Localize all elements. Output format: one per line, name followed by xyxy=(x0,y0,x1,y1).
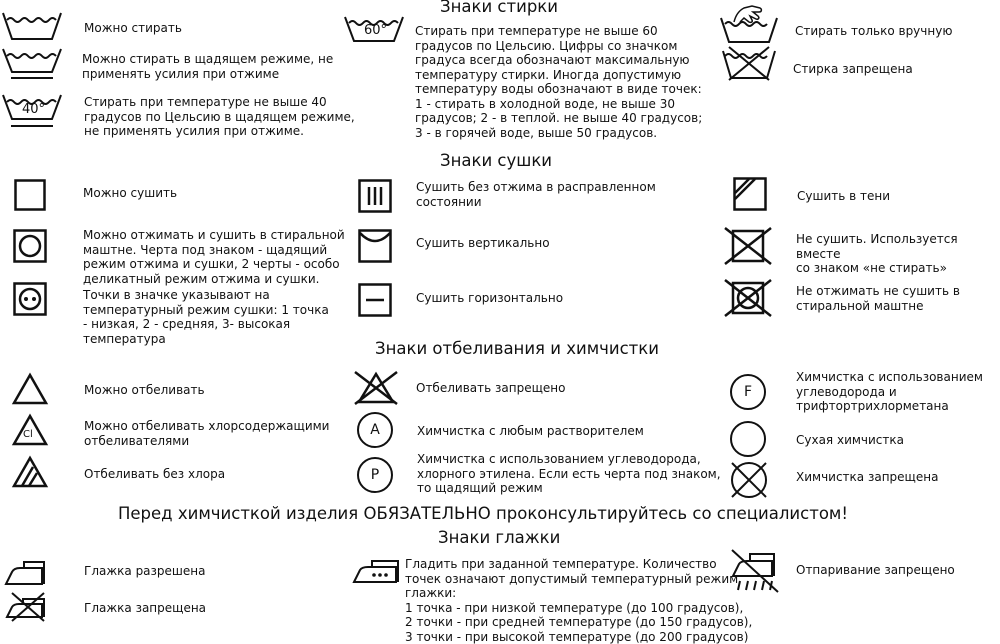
washtub-gentle-icon xyxy=(2,46,62,82)
washtub-60-icon xyxy=(344,14,404,44)
wash-text-3: Стирать при температуре не выше 40 градусов по Цельсию в щадящем режиме, не применять усилия при отжиме. xyxy=(84,95,355,138)
hand-wash-icon xyxy=(720,4,778,44)
bleach-text-1: Можно отбеливать xyxy=(84,383,205,397)
shade-dry-icon xyxy=(733,177,767,211)
bleach-text-4: Отбеливать запрещено xyxy=(416,381,566,395)
square-icon xyxy=(14,179,46,211)
bleach-icon xyxy=(12,373,48,405)
drying-title: Знаки сушки xyxy=(440,151,553,170)
no-wash-icon xyxy=(720,45,778,81)
wash-text-1: Можно стирать xyxy=(84,21,182,35)
dry-text-6: Сушить горизонтально xyxy=(416,291,564,305)
bleach-text-8: Сухая химчистка xyxy=(796,433,904,447)
dry-clean-f-icon xyxy=(729,373,767,411)
dry-clean-p-icon xyxy=(356,456,394,494)
washtub-40-gentle-icon xyxy=(2,92,62,130)
no-iron-icon xyxy=(4,592,50,622)
wash-text-6: Стирка запрещена xyxy=(793,62,913,76)
dry-clean-p-label: P xyxy=(370,467,380,483)
tumble-dry-icon xyxy=(13,229,47,263)
bleaching-title: Знаки отбеливания и химчистки xyxy=(375,339,659,358)
flat-dry-icon xyxy=(358,283,392,317)
dry-text-2: Можно отжимать и сушить в стиральной маштне. Черта под знаком - щадящий режим отжима и сушки, 2 черты - особо деликатный режим отжима и сушки. xyxy=(83,228,345,286)
bleach-text-5: Химчистка с любым растворителем xyxy=(417,424,644,438)
bleach-text-3: Отбеливать без хлора xyxy=(84,467,226,481)
dry-clean-a-label: A xyxy=(370,422,380,438)
drip-dry-icon xyxy=(358,179,392,213)
dry-text-7: Сушить в тени xyxy=(797,189,891,203)
iron-text-2: Глажка запрещена xyxy=(84,601,207,615)
non-chlorine-bleach-icon xyxy=(12,456,48,488)
chlorine-label: Cl xyxy=(23,429,33,440)
no-steam-icon xyxy=(728,548,782,594)
chlorine-bleach-icon xyxy=(12,414,48,446)
tumble-dry-dots-icon xyxy=(13,282,47,316)
warning-text: Перед химчисткой изделия ОБЯЗАТЕЛЬНО проконсультируйтесь со специалистом! xyxy=(118,504,848,523)
wash-text-5: Стирать только вручную xyxy=(795,24,953,38)
no-tumble-dry-icon xyxy=(723,278,773,318)
dry-text-8: Не сушить. Используется вместе со знаком «не стирать» xyxy=(796,232,958,275)
dry-text-1: Можно сушить xyxy=(83,186,178,200)
wash-40-label: 40° xyxy=(22,102,46,117)
iron-text-3: Гладить при заданной температуре. Количество точек означают допустимый температурный режим глажки: 1 точка - при низкой температуре (до 100 градусов), 2 точки - при средней температуре (до 150 градусов), 3 точки - при высокой температуре (до 200 градусов) xyxy=(405,557,753,644)
bleach-text-2: Можно отбеливать хлорсодержащими отбеливателями xyxy=(84,419,330,448)
dry-clean-f-label: F xyxy=(743,384,753,400)
wash-60-label: 60° xyxy=(364,23,388,38)
wash-text-4: Стирать при температуре не выше 60 градусов по Цельсию. Цифры со значком градуса всегда обозначают максимальную температуру стирки. Иногда допустимую температуру воды обозначают в виде точек: 1 - стирать в холодной воде, не выше 30 градусов; 2 - в теплой. не выше 40 градусов; 3 - в горячей воде, выше 50 градусов. xyxy=(415,24,703,140)
dry-text-5: Сушить вертикально xyxy=(416,236,550,250)
washtub-icon xyxy=(2,10,62,42)
bleach-text-7: Химчистка с использованием углеводорода и трифтортрихлорметана xyxy=(796,370,983,413)
dry-clean-icon xyxy=(729,420,767,458)
dry-text-9: Не отжимать не сушить в стиральной маштне xyxy=(796,284,960,313)
bleach-text-9: Химчистка запрещена xyxy=(796,470,939,484)
iron-text-4: Отпаривание запрещено xyxy=(796,563,955,577)
dry-text-3: Точки в значке указывают на температурный режим сушки: 1 точка - низкая, 2 - средняя, 3- высокая температура xyxy=(83,288,329,346)
iron-icon xyxy=(4,558,48,586)
no-bleach-icon xyxy=(351,368,401,406)
line-dry-icon xyxy=(358,229,392,263)
dry-clean-a-icon xyxy=(356,411,394,449)
no-dry-icon xyxy=(723,226,773,266)
washing-title: Знаки стирки xyxy=(440,0,558,16)
no-dry-clean-icon xyxy=(729,460,769,500)
bleach-text-6: Химчистка с использованием углеводорода, хлорного этилена. Если есть черта под знаком, то щадящий режим xyxy=(417,452,721,495)
dry-text-4: Сушить без отжима в расправленном состоянии xyxy=(416,180,656,209)
iron-dots-icon xyxy=(352,558,400,586)
ironing-title: Знаки глажки xyxy=(438,528,561,547)
iron-text-1: Глажка разрешена xyxy=(84,564,206,578)
wash-text-2: Можно стирать в щадящем режиме, не применять усилия при отжиме xyxy=(82,52,334,81)
